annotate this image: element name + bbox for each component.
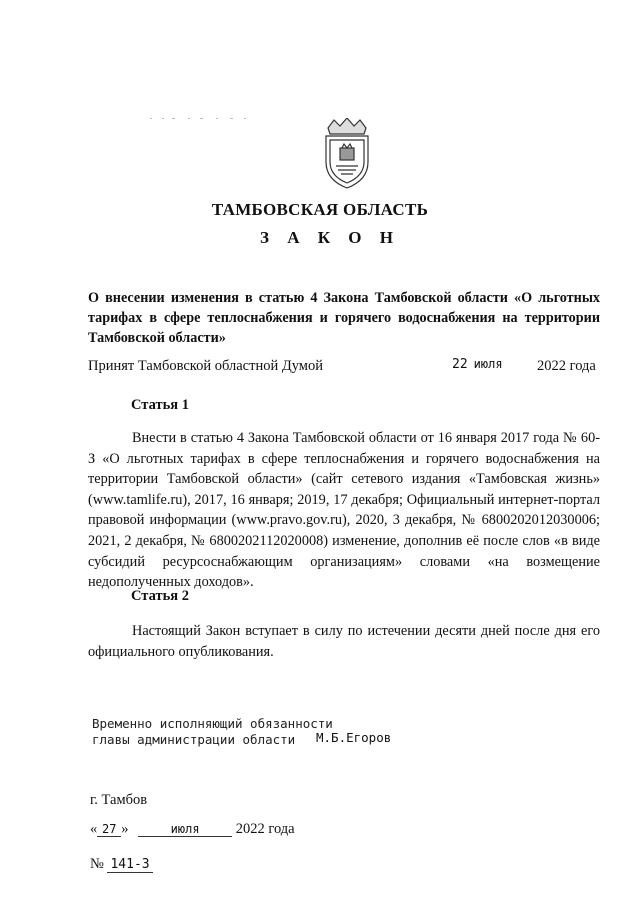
article-1-text: Внести в статью 4 Закона Тамбовской области от 16 января 2017 года № 60-З «О льготных тарифах в сфере теплоснабжения и горячего водоснабжения на территории Тамбовской области» (сайт сетевого издания «Тамбовская жизнь» (www.tamlife.ru), 2017, 16 января; 2019, 17 декабря; Официальный интернет-портал правовой информации (www.pravo.gov.ru), 2020, 3 декабря, № 6800202012030006; 2021, 2 декабря, № 6800202112020008) изменение, дополнив её после слов «в виде субсидий ресурсоснабжающим организациям» словами «на возмещение недополученных доходов».	[88, 430, 600, 591]
article-2-text: Настоящий Закон вступает в силу по истечении десяти дней после дня его официального опубликования.	[88, 623, 600, 660]
signatory-name: М.Б.Егоров	[316, 730, 392, 745]
article-2-heading: Статья 2	[131, 588, 189, 604]
law-number	[90, 856, 153, 873]
city: г. Тамбов	[90, 792, 148, 808]
signing-day: 27	[97, 822, 121, 837]
quote-close: »	[121, 821, 129, 837]
adopted-date	[452, 356, 503, 372]
law-title: О внесении изменения в статью 4 Закона Тамбовской области «О льготных тарифах в сфере теплоснабжения и горячего водоснабжения на территории Тамбовской области»	[88, 290, 600, 346]
adopted-label: Принят Тамбовской областной Думой	[88, 358, 323, 374]
signing-date	[90, 821, 295, 838]
region-title: ТАМБОВСКАЯ ОБЛАСТЬ	[211, 200, 429, 219]
signatory-position-line-2: главы администрации области	[92, 732, 296, 747]
adopted-month: июля	[473, 357, 503, 371]
scan-noise	[150, 108, 250, 112]
adopted-day: 22	[452, 357, 468, 372]
article-1-heading: Статья 1	[131, 397, 189, 413]
signing-year: 2022 года	[235, 821, 295, 837]
number-label: №	[90, 856, 104, 872]
signing-month: июля	[138, 822, 232, 837]
adopted-year: 2022 года	[537, 358, 596, 374]
tambov-coat-of-arms-icon	[320, 118, 374, 190]
quote-open: «	[90, 821, 98, 837]
document-type: З А К О Н	[259, 228, 401, 247]
signatory-position-line-1: Временно исполняющий обязанности	[92, 716, 333, 731]
number-value: 141-З	[107, 857, 152, 873]
